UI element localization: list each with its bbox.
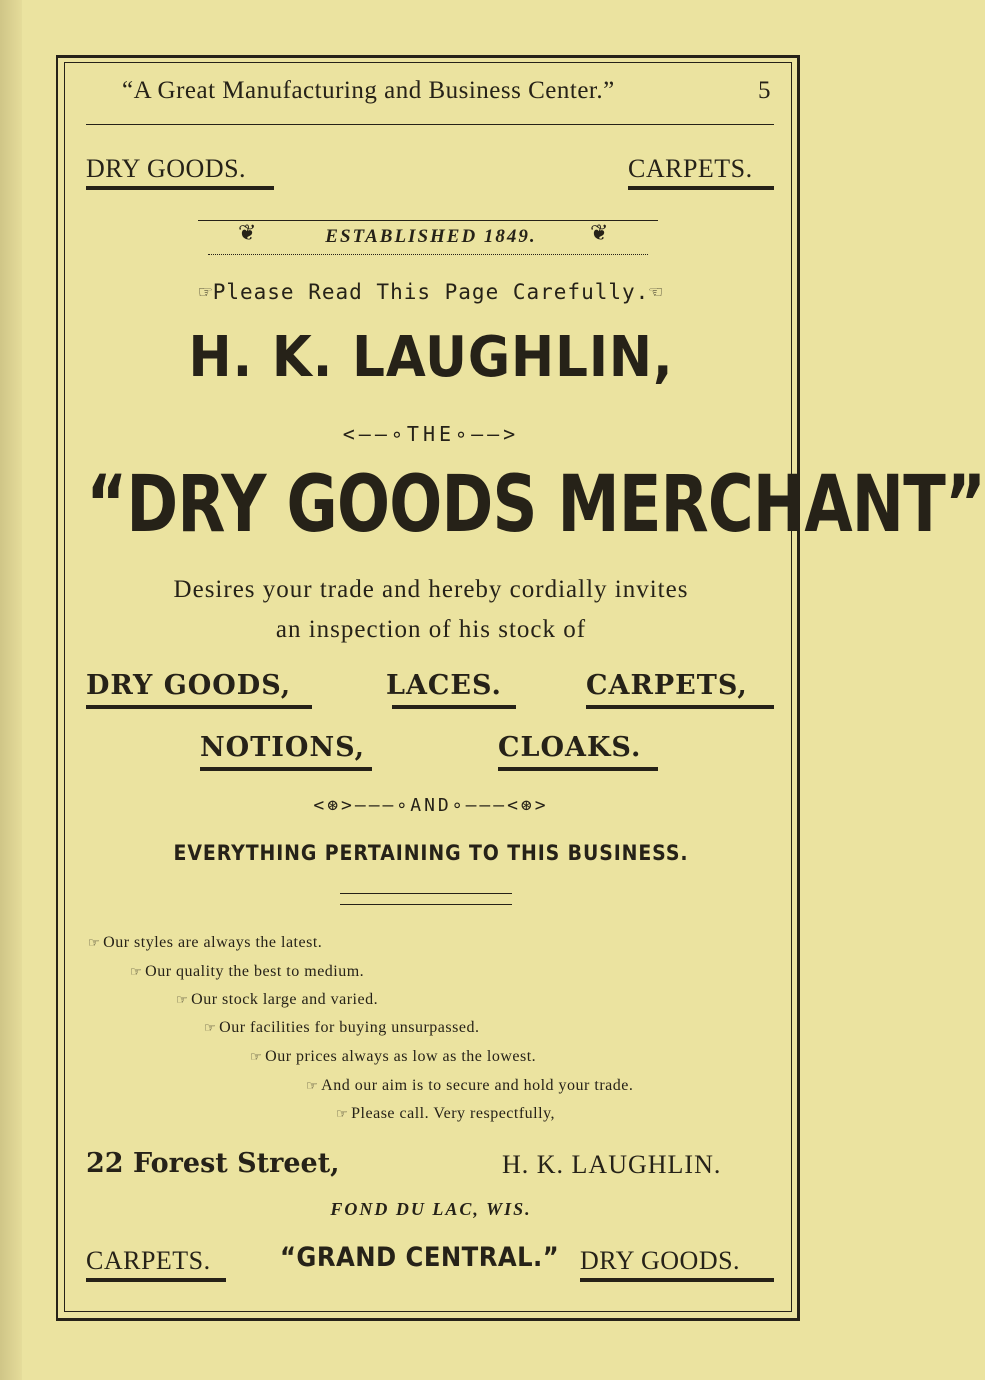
and-divider: <⊛>———∘AND∘———<⊛> xyxy=(313,795,549,816)
claim-line: ☞ Please call. Very respectfully, xyxy=(336,1105,556,1122)
headline: “DRY GOODS MERCHANT” xyxy=(86,460,985,550)
pointing-hand-icon: ☞ xyxy=(130,964,143,979)
claim-line: ☞ Our prices always as low as the lowest. xyxy=(250,1048,537,1065)
claim-line: ☞ And our aim is to secure and hold your trade. xyxy=(306,1077,634,1094)
goods-item-cloaks: CLOAKS. xyxy=(498,732,642,763)
claim-line: ☞ Our facilities for buying unsurpassed. xyxy=(204,1019,480,1036)
pointing-hand-icon: ☞ xyxy=(250,1049,263,1064)
bottom-left-underline xyxy=(86,1278,226,1282)
grand-central-label: “GRAND CENTRAL.” xyxy=(280,1242,560,1273)
merchant-name: H. K. LAUGHLIN, xyxy=(188,325,674,390)
bottom-right-label: DRY GOODS. xyxy=(580,1246,741,1275)
established-line: ESTABLISHED 1849. xyxy=(325,226,537,247)
bottom-right-underline xyxy=(580,1278,774,1282)
intro-line-2: an inspection of his stock of xyxy=(275,616,587,643)
underline-notions xyxy=(200,767,372,771)
top-left-label: DRY GOODS. xyxy=(86,154,247,183)
page-number: 5 xyxy=(758,77,771,104)
the-divider: <——∘THE∘——> xyxy=(342,422,520,446)
claim-line: ☞ Our stock large and varied. xyxy=(176,991,379,1008)
signature-name: H. K. LAUGHLIN. xyxy=(502,1150,722,1179)
goods-item-laces: LACES. xyxy=(386,670,502,701)
underline-carpets xyxy=(586,705,774,709)
intro-line-1: Desires your trade and hereby cordially invites xyxy=(173,576,689,603)
pointing-hand-icon: ☞ xyxy=(204,1020,217,1035)
pointing-hand-icon: ☞ xyxy=(88,935,101,950)
top-right-underline xyxy=(628,186,774,190)
top-right-label: CARPETS. xyxy=(628,154,753,183)
header-rule xyxy=(86,124,774,125)
goods-item-notions: NOTIONS, xyxy=(200,732,366,763)
underline-cloaks xyxy=(498,767,658,771)
double-rule-bottom xyxy=(340,904,512,905)
flourish-left-icon: ❦ xyxy=(238,220,257,245)
flourish-right-icon: ❦ xyxy=(590,220,609,245)
city-line: FOND DU LAC, WIS. xyxy=(330,1199,532,1219)
please-read-line: ☞Please Read This Page Carefully.☜ xyxy=(199,280,663,304)
pointing-hand-icon: ☞ xyxy=(176,992,189,1007)
claim-line: ☞ Our styles are always the latest. xyxy=(88,934,323,951)
double-rule-top xyxy=(340,893,512,894)
claim-line: ☞ Our quality the best to medium. xyxy=(130,963,365,980)
street-address: 22 Forest Street, xyxy=(86,1148,340,1179)
underline-laces xyxy=(392,705,516,709)
top-left-underline xyxy=(86,186,274,190)
goods-item-dry-goods: DRY GOODS, xyxy=(86,670,292,701)
underline-dry-goods xyxy=(86,705,312,709)
pointing-hand-icon: ☞ xyxy=(306,1078,319,1093)
everything-line: EVERYTHING PERTAINING TO THIS BUSINESS. xyxy=(173,841,689,865)
bottom-left-label: CARPETS. xyxy=(86,1246,211,1275)
book-spine-shadow xyxy=(0,0,22,1380)
running-head: “A Great Manufacturing and Business Center.” xyxy=(122,77,615,104)
pointing-hand-icon: ☞ xyxy=(336,1106,349,1121)
goods-item-carpets: CARPETS, xyxy=(586,670,748,701)
